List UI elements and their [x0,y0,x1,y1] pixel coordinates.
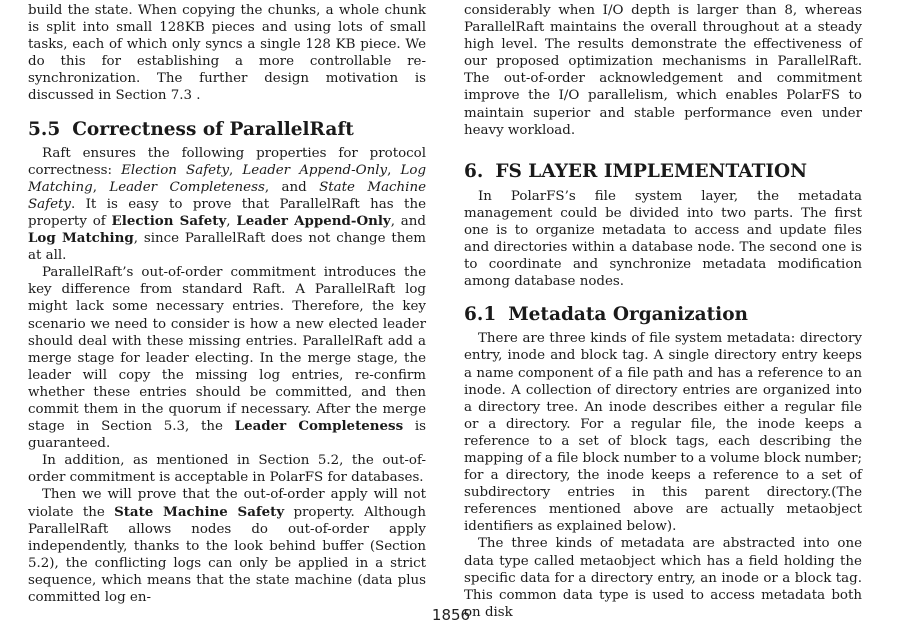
section-title: Correctness of ParallelRaft [72,118,354,140]
section-title: Metadata Organization [508,304,748,326]
paragraph-section-reference: In addition, as mentioned in Section 5.2, the out-of-order commitment is acceptable in PolarFS for databases. [28,453,426,486]
paragraph-fs-layer: In PolarFS’s file system layer, the metadata management could be divided into two parts. The first one is to organize metadata to access and update files and directories within a database node. The second one is to coordinate and synchronize metadata modification among database nodes. [464,188,862,290]
left-column [28,0,426,606]
right-intro-paragraph: considerably when I/O depth is larger than 8, whereas ParallelRaft maintains the overall throughout at a steady high level. The results demonstrate the effectiveness of our proposed optimization mechanisms in ParallelRaft. The out-of-order acknowledgement and commitment improve the I/O parallelism, which enables PolarFS to maintain superior and stable performance even under heavy workload. [464,3,862,138]
section-number: 6.1 [464,304,497,326]
section-5-5-heading [28,119,426,141]
section-6-heading [464,161,862,183]
section-6-1-heading [464,304,862,326]
page-number: 1856 [431,606,471,624]
section-number: 5.5 [28,118,61,140]
right-column [464,0,862,621]
paragraph-raft-properties: Raft ensures the following properties for protocol correctness: Election Safety, Leader Append-Only, Log Matching, Leader Completeness, and State Machine Safety. It is easy to prove that ParallelRaft has the property of Election Safety, Leader Append-Only, and Log Matching, since ParallelRaft does not change them at all. [28,145,427,264]
paragraph-metadata-kinds: There are three kinds of file system metadata: directory entry, inode and block tag. A single directory entry keeps a name component of a file path and has a reference to an inode. A collection of directory entries are organized into a directory tree. An inode describes either a regular file or a directory. For a regular file, the inode keeps a reference to a set of block tags, each describing the mapping of a file block number to a volume block number; for a directory, the inode keeps a reference to a set of subdirectory entries in this parent directory.(The references mentioned above are actually metaobject identifiers as explained below). [464,331,862,535]
section-number: 6. [464,160,484,182]
paragraph-metaobject: The three kinds of metadata are abstracted into one data type called metaobject which has a field holding the specific data for a directory entry, an inode or a block tag. This common data type is used to access metadata both on disk [464,536,862,620]
section-title: FS LAYER IMPLEMENTATION [495,160,808,182]
paragraph-out-of-order-commitment: ParallelRaft’s out-of-order commitment introduces the key difference from standard Raft. A ParallelRaft log might lack some necessary entries. Therefore, the key scenario we need to consider is how a new elected leader should deal with these missing entries. ParallelRaft add a merge stage for leader electing. In the merge stage, the leader will copy the missing log entries, re-confirm whether these entries should be committed, and then commit them in the quorum if necessary. After the merge stage in Section 5.3, the Leader Completeness is guaranteed. [28,265,426,452]
left-intro-paragraph: build the state. When copying the chunks, a whole chunk is split into small 128KB pieces and using lots of small tasks, each of which only syncs a single 128 KB piece. We do this for establishing a more controllable re-synchronization. The further design motivation is discussed in Section 7.3 . [28,3,426,104]
paragraph-state-machine-safety: Then we will prove that the out-of-order apply will not violate the State Machine Safety property. Although ParallelRaft allows nodes do out-of-order apply independently, thanks to the look behind buffer (Section 5.2), the conflicting logs can only be applied in a strict sequence, which means that the state machine (data plus committed log en- [28,487,426,605]
